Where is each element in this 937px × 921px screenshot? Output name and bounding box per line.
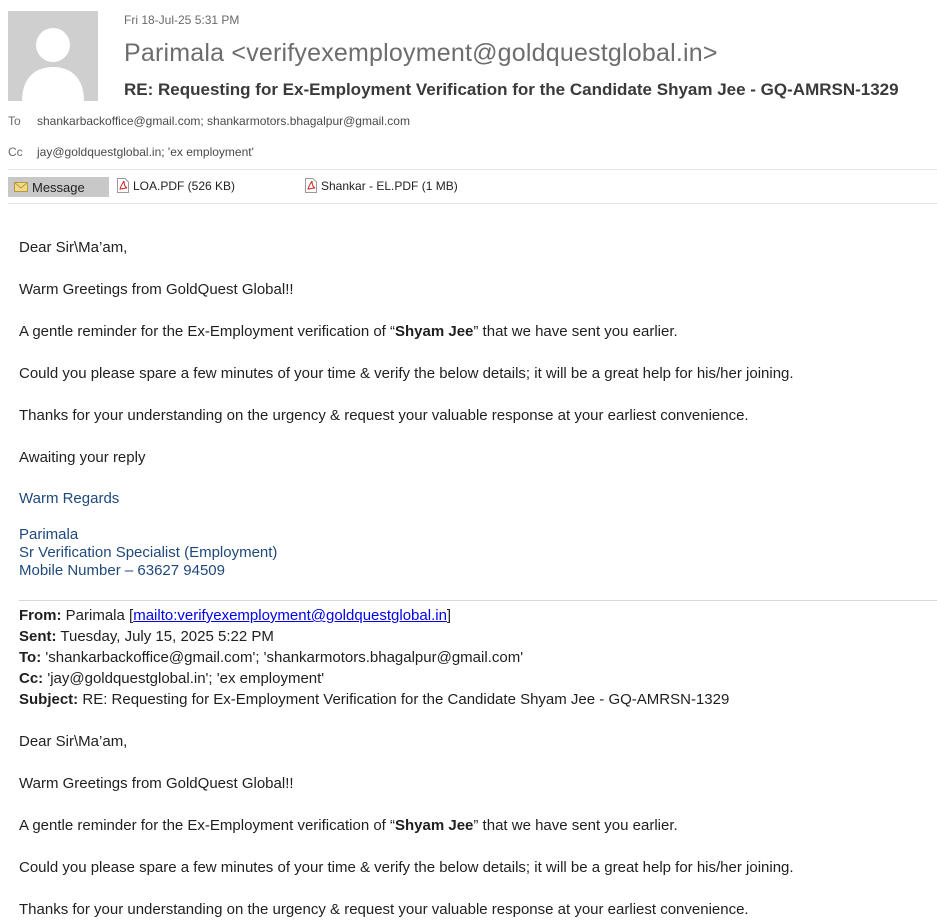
request-line: Could you please spare a few minutes of your time & verify the below details; it will be a great help for his/her joining. — [19, 365, 794, 382]
quoted-warm-greetings: Warm Greetings from GoldQuest Global!! — [19, 775, 294, 792]
quoted-request-line: Could you please spare a few minutes of your time & verify the below details; it will be a great help for his/her joining. — [19, 859, 794, 876]
attachment-loa[interactable] — [117, 178, 235, 193]
divider — [8, 203, 937, 204]
envelope-icon — [14, 182, 28, 192]
quoted-thanks-line: Thanks for your understanding on the urgency & request your valuable response at your earliest convenience. — [19, 901, 749, 918]
attachment-name: LOA.PDF (526 KB) — [133, 178, 236, 193]
quoted-from: From: Parimala [mailto:verifyexemployment@goldquestglobal.in] — [19, 607, 452, 624]
quoted-subject: Subject: RE: Requesting for Ex-Employment Verification for the Candidate Shyam Jee - GQ-AMRSN-1329 — [19, 691, 730, 708]
candidate-name: Shyam Jee — [395, 323, 474, 340]
attachment-name: Shankar - EL.PDF (1 MB) — [321, 178, 458, 193]
signature-title: Sr Verification Specialist (Employment) — [19, 544, 278, 561]
sent-date: Fri 18-Jul-25 5:31 PM — [124, 13, 240, 27]
pdf-icon — [305, 178, 317, 193]
sender-avatar[interactable] — [8, 11, 98, 101]
cc-label: Cc — [8, 145, 23, 159]
to-label: To — [8, 114, 21, 128]
sender-name[interactable]: Parimala <verifyexemployment@goldquestglobal.in> — [124, 39, 718, 67]
divider — [8, 169, 937, 170]
signature-regards: Warm Regards — [19, 490, 120, 507]
quoted-to: To: 'shankarbackoffice@gmail.com'; 'shankarmotors.bhagalpur@gmail.com' — [19, 649, 524, 666]
signature-name: Parimala — [19, 526, 79, 543]
quoted-reminder-line: A gentle reminder for the Ex-Employment verification of “Shyam Jee” that we have sent you earlier. — [19, 817, 678, 834]
to-recipients[interactable]: shankarbackoffice@gmail.com; shankarmotors.bhagalpur@gmail.com — [37, 114, 410, 128]
cc-recipients[interactable]: jay@goldquestglobal.in; 'ex employment' — [37, 145, 254, 159]
greeting: Dear Sir\Ma’am, — [19, 239, 128, 256]
awaiting-line: Awaiting your reply — [19, 449, 146, 466]
thanks-line: Thanks for your understanding on the urgency & request your valuable response at your earliest convenience. — [19, 407, 749, 424]
sender-mailto-link[interactable]: mailto:verifyexemployment@goldquestglobal.in — [133, 607, 447, 624]
message-tab-label: Message — [32, 179, 85, 195]
candidate-name: Shyam Jee — [395, 817, 474, 834]
message-header — [0, 0, 937, 205]
message-subject: RE: Requesting for Ex-Employment Verification for the Candidate Shyam Jee - GQ-AMRSN-1329 — [124, 80, 899, 99]
warm-greetings: Warm Greetings from GoldQuest Global!! — [19, 281, 294, 298]
message-tab[interactable] — [8, 177, 109, 197]
attachment-bar — [8, 175, 937, 197]
pdf-icon — [117, 178, 129, 193]
quoted-cc: Cc: 'jay@goldquestglobal.in'; 'ex employment' — [19, 670, 325, 687]
signature-mobile: Mobile Number – 63627 94509 — [19, 562, 225, 579]
quote-divider — [19, 600, 937, 601]
attachment-el[interactable] — [305, 178, 458, 193]
reminder-line: A gentle reminder for the Ex-Employment verification of “Shyam Jee” that we have sent you earlier. — [19, 323, 678, 340]
person-placeholder-icon — [8, 11, 98, 101]
quoted-sent: Sent: Tuesday, July 15, 2025 5:22 PM — [19, 628, 274, 645]
quoted-greeting: Dear Sir\Ma’am, — [19, 733, 128, 750]
